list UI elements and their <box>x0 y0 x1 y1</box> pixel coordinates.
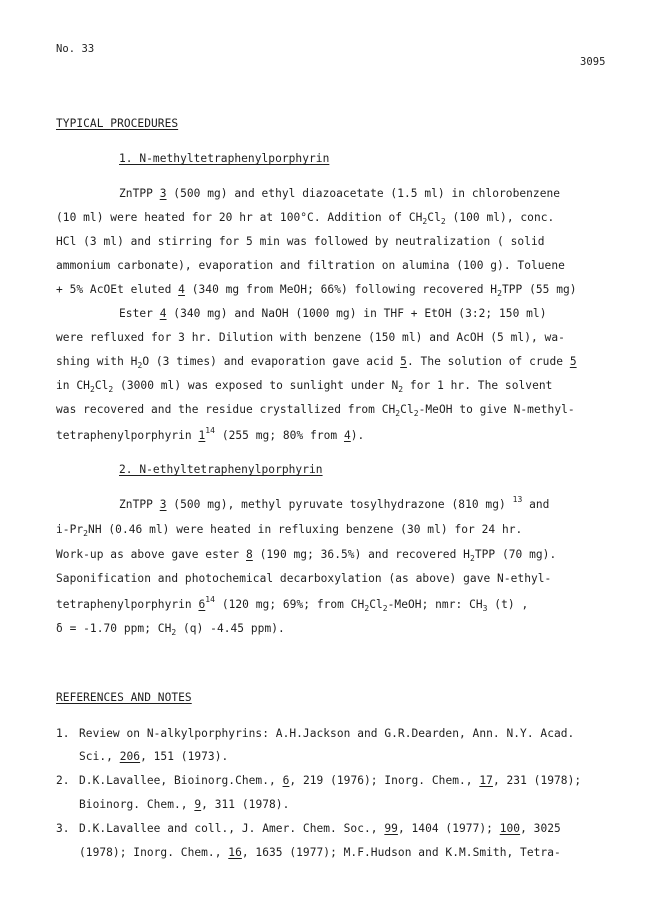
section-heading-references: REFERENCES AND NOTES <box>56 691 192 704</box>
reference-number: 1. <box>56 727 70 740</box>
reference-line: D.K.Lavallee and coll., J. Amer. Chem. Soc., 99, 1404 (1977); 100, 3025 <box>79 822 561 835</box>
text-line: ZnTPP 3 (500 mg) and ethyl diazoacetate (1.5 ml) in chlorobenzene <box>119 187 561 200</box>
subheading-n-methyl: 1. N-methyltetraphenylporphyrin <box>119 152 330 165</box>
text-line: + 5% AcOEt eluted 4 (340 mg from MeOH; 66%) following recovered $H_2TPP$ (55 mg) <box>56 283 577 298</box>
reference-line: D.K.Lavallee, Bioinorg.Chem., 6, 219 (1976); Inorg. Chem., 17, 231 (1978); <box>79 774 582 787</box>
text-line: ZnTPP 3 (500 mg), methyl pyruvate tosylhydrazone (810 mg) $^{13}$ and <box>119 495 550 511</box>
text-line: tetraphenylporphyrin $6^{14}$ (120 mg; 69%; from $CH_2Cl_2$-MeOH; nmr: $CH_3$ (t) , <box>56 595 529 613</box>
subheading-n-ethyl: 2. N-ethyltetraphenylporphyrin <box>119 463 323 476</box>
text-line: HCl (3 ml) and stirring for 5 min was followed by neutralization ( solid <box>56 235 545 248</box>
journal-issue: No. 33 <box>56 43 95 55</box>
reference-line: Review on N-alkylporphyrins: A.H.Jackson and G.R.Dearden, Ann. N.Y. Acad. <box>79 727 575 740</box>
text-line: Work-up as above gave ester 8 (190 mg; 36.5%) and recovered $H_2TPP$ (70 mg). <box>56 548 557 563</box>
section-heading-typical-procedures: TYPICAL PROCEDURES <box>56 117 179 130</box>
reference-line: Bioinorg. Chem., 9, 311 (1978). <box>79 798 290 811</box>
text-line: Ester 4 (340 mg) and NaOH (1000 mg) in THF + EtOH (3:2; 150 ml) <box>119 307 547 320</box>
text-line: $i-Pr_2NH$ (0.46 ml) were heated in refluxing benzene (30 ml) for 24 hr. <box>56 523 523 538</box>
reference-line: Sci., 206, 151 (1973). <box>79 750 229 763</box>
text-line: was recovered and the residue crystallized from $CH_2Cl_2$-MeOH to give N-methyl- <box>56 403 575 418</box>
text-line: were refluxed for 3 hr. Dilution with benzene (150 ml) and AcOH (5 ml), wa- <box>56 331 565 344</box>
text-line: tetraphenylporphyrin $1^{14}$ (255 mg; 80% from 4). <box>56 426 365 442</box>
text-line: Saponification and photochemical decarboxylation (as above) gave N-ethyl- <box>56 572 552 585</box>
text-line: (10 ml) were heated for 20 hr at 100°C. Addition of $CH_2Cl_2$ (100 ml), conc. <box>56 211 555 226</box>
text-line: δ = -1.70 ppm; $CH_2$ (q) -4.45 ppm). <box>56 622 285 637</box>
reference-number: 3. <box>56 822 70 835</box>
reference-line: (1978); Inorg. Chem., 16, 1635 (1977); M.F.Hudson and K.M.Smith, Tetra- <box>79 846 561 859</box>
page-number: 3095 <box>580 56 606 68</box>
text-line: shing with $H_2O$ (3 times) and evaporation gave acid 5. The solution of crude 5 <box>56 355 577 370</box>
text-line: in $CH_2Cl_2$ (3000 ml) was exposed to sunlight under $N_2$ for 1 hr. The solvent <box>56 379 553 394</box>
text-line: ammonium carbonate), evaporation and filtration on alumina (100 g). Toluene <box>56 259 565 272</box>
reference-number: 2. <box>56 774 70 787</box>
